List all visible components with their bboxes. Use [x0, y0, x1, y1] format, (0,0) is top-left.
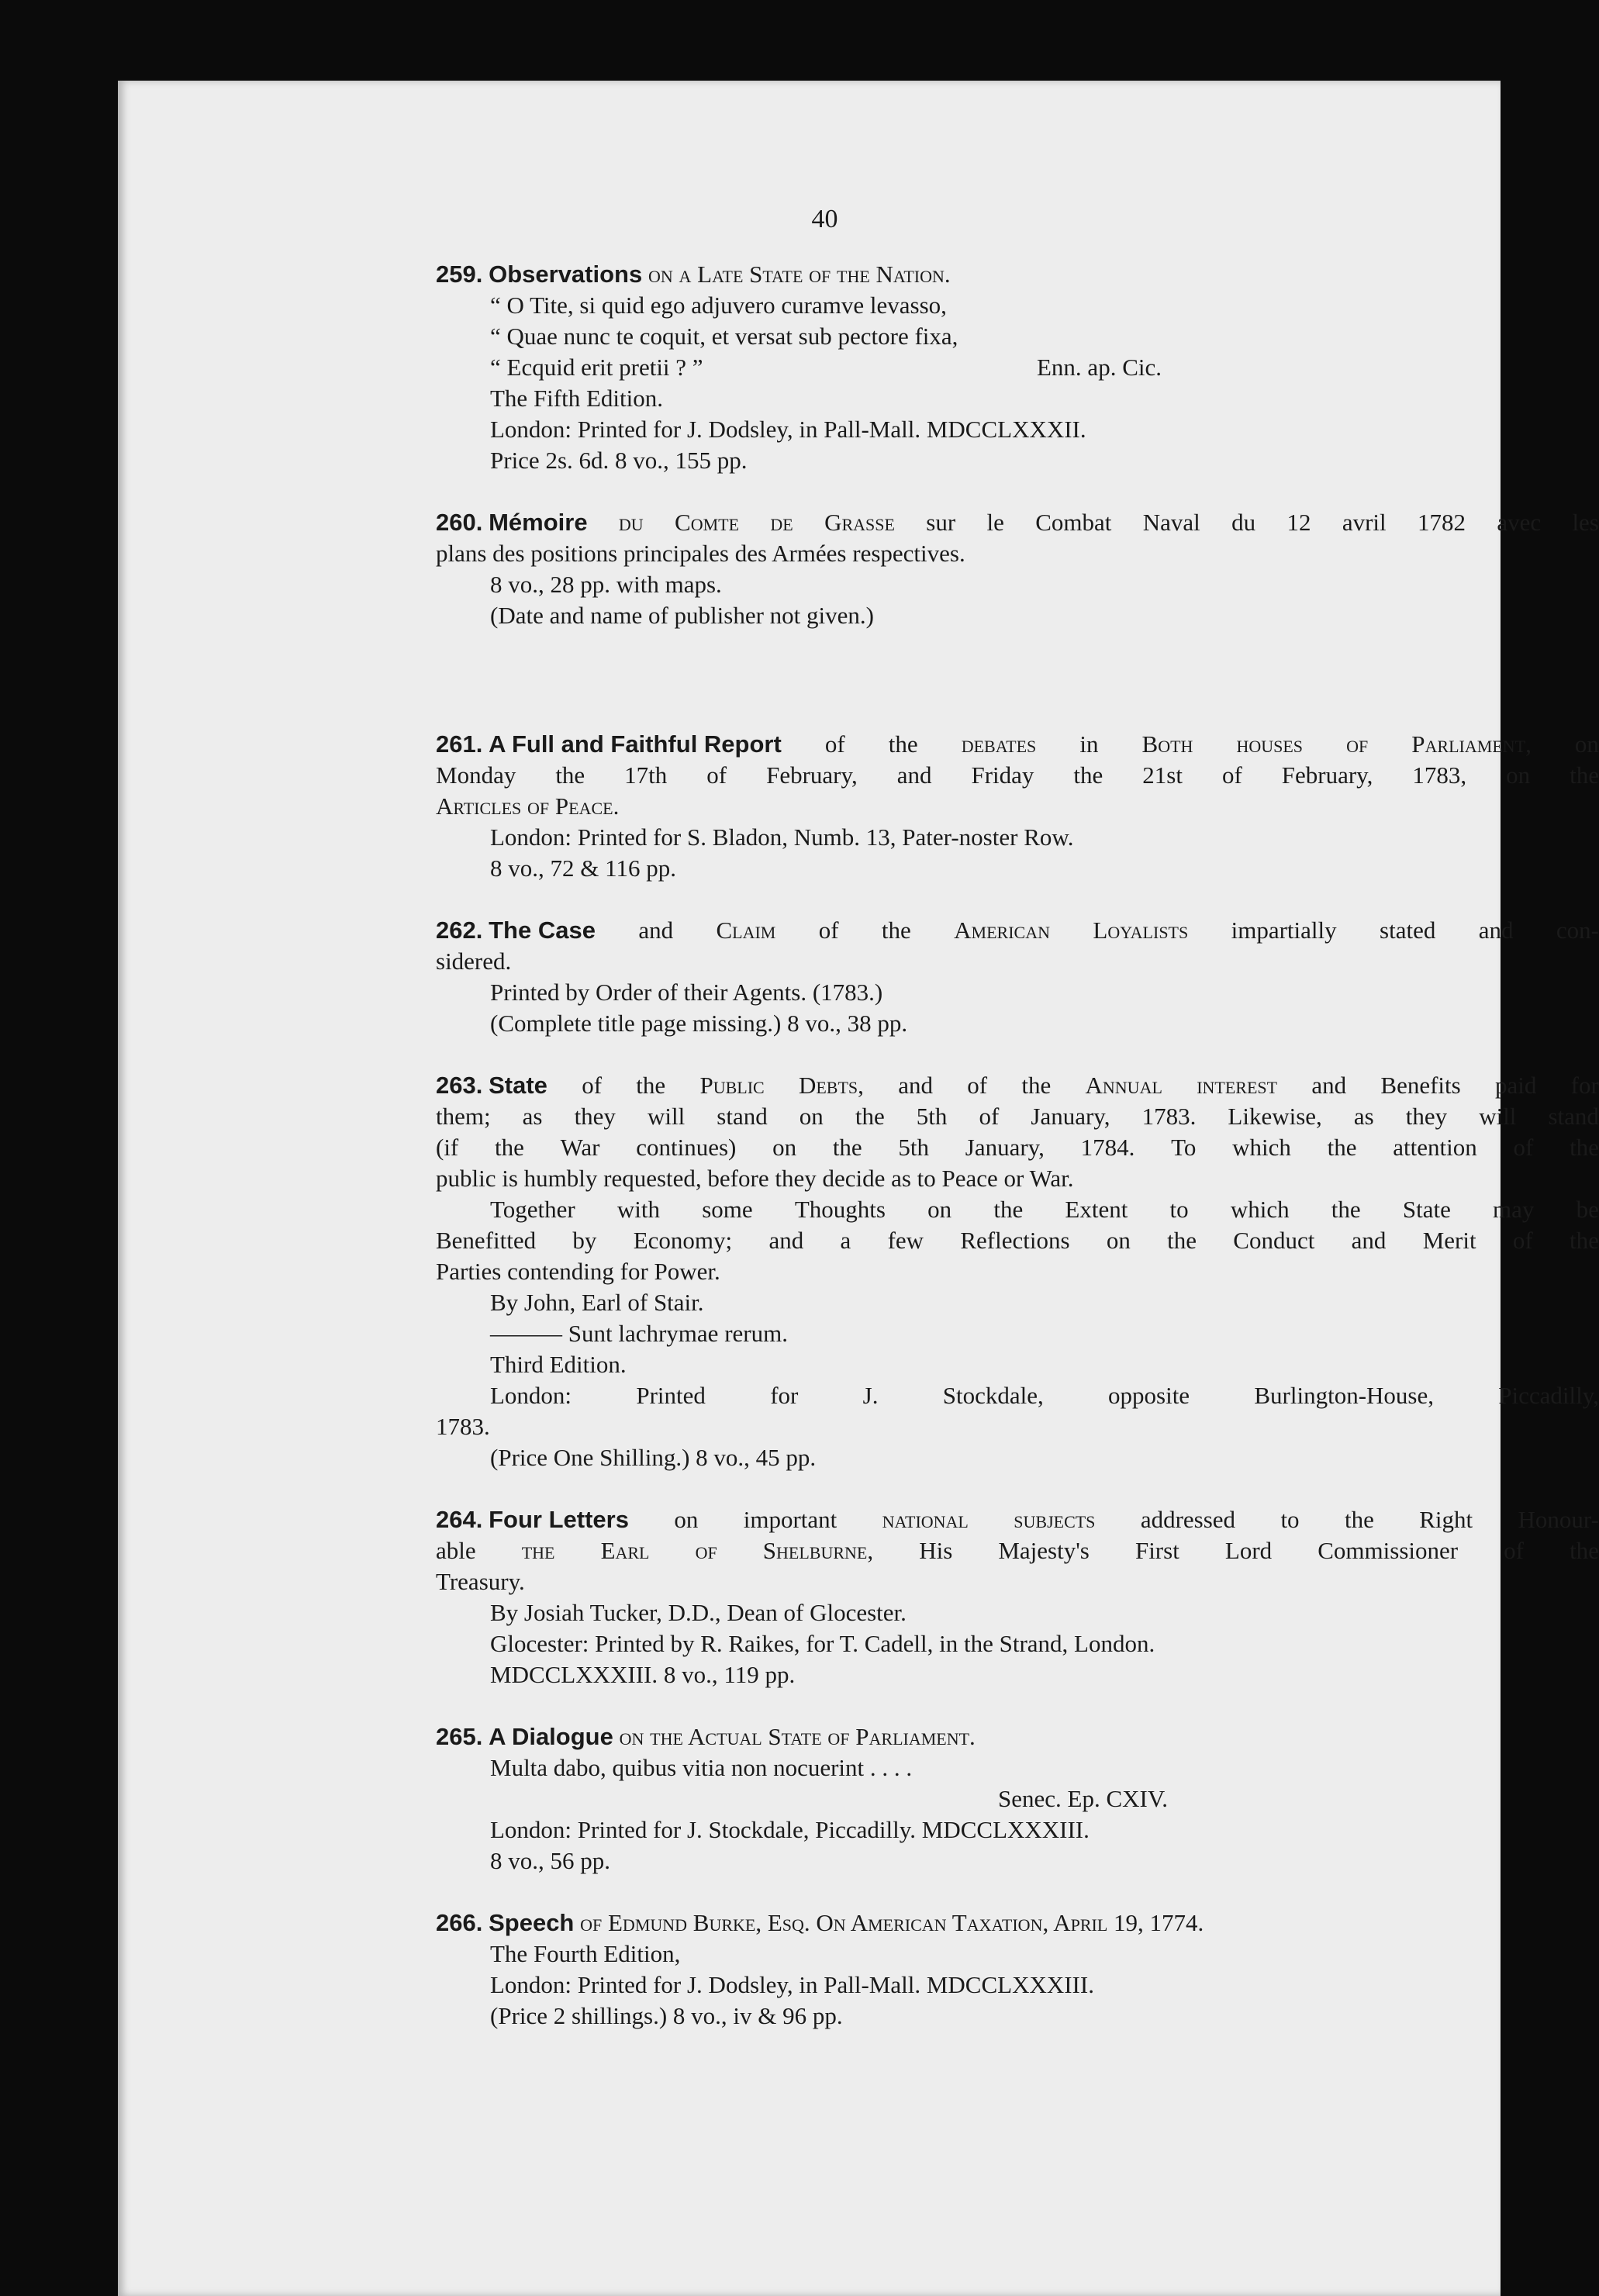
word: Loyalists: [1093, 917, 1189, 944]
word: on: [772, 1134, 797, 1161]
word: stated: [1380, 917, 1436, 944]
word: Stockdale,: [942, 1382, 1044, 1409]
year-heading: [436, 675, 1599, 718]
word: the: [1570, 1537, 1599, 1564]
word: of: [818, 917, 839, 944]
word: Debts,: [798, 1072, 864, 1099]
word: les: [1572, 509, 1599, 536]
word: and: [1478, 917, 1514, 944]
imprint: Printed by Order of their Agents. (1783.): [490, 979, 883, 1006]
edition: The Fourth Edition,: [490, 1940, 681, 1967]
entry-heading: Mémoire: [489, 509, 588, 536]
edition: Third Edition.: [490, 1351, 627, 1378]
word: the: [495, 1134, 524, 1161]
word: as: [522, 1103, 543, 1130]
word: Benefitted: [436, 1227, 537, 1254]
word: of: [1513, 1134, 1534, 1161]
word: the: [881, 917, 911, 944]
word: Monday: [436, 761, 516, 789]
word: Naval: [1142, 509, 1200, 536]
word: the: [1570, 1227, 1599, 1254]
word: will: [1479, 1103, 1517, 1130]
word: le: [986, 509, 1004, 536]
word: 1783,: [1412, 761, 1467, 789]
word: sur: [926, 509, 956, 536]
word: on: [799, 1103, 824, 1130]
word: February,: [766, 761, 858, 789]
entry-text: public is humbly requested, before they decide as to Peace or War.: [436, 1165, 1074, 1192]
word: continues): [636, 1134, 737, 1161]
word: of: [695, 1537, 717, 1564]
verse-line: “ Ecquid erit pretii ? ”: [490, 354, 703, 381]
entry-text: plans des positions principales des Armées respectives.: [436, 540, 965, 567]
entry-262: [436, 915, 1599, 1039]
word: to: [1169, 1196, 1189, 1223]
word: Conduct: [1233, 1227, 1315, 1254]
word: 1782: [1417, 509, 1466, 536]
word: they: [574, 1103, 616, 1130]
word: Comte: [675, 509, 740, 536]
word: national: [882, 1506, 969, 1533]
word: de: [770, 509, 793, 536]
word: for: [770, 1382, 799, 1409]
word: the: [1021, 1072, 1052, 1099]
word: Piccadilly,: [1498, 1382, 1599, 1409]
word: and: [896, 761, 932, 789]
word: opposite: [1108, 1382, 1190, 1409]
word: for: [1570, 1072, 1599, 1099]
word: Merit: [1422, 1227, 1476, 1254]
word: con-: [1556, 917, 1599, 944]
entry-number: 264.: [436, 1506, 483, 1533]
word: stand: [717, 1103, 768, 1130]
word: the: [888, 730, 918, 758]
word: important: [743, 1506, 837, 1533]
entry-heading: A Dialogue: [489, 1723, 613, 1750]
word: Economy;: [633, 1227, 733, 1254]
word: Burlington-House,: [1254, 1382, 1434, 1409]
word: the: [521, 1537, 555, 1564]
word: as: [1353, 1103, 1374, 1130]
collation: 8 vo., 72 & 116 pp.: [490, 855, 676, 882]
entry-265: [436, 1721, 1599, 1877]
word: on: [927, 1196, 952, 1223]
word: 21st: [1142, 761, 1183, 789]
word: Annual: [1085, 1072, 1162, 1099]
word: January,: [1031, 1103, 1110, 1130]
entry-260: [436, 507, 1599, 631]
word: Shelburne,: [762, 1537, 874, 1564]
word: the: [1344, 1506, 1374, 1533]
imprint: London: Printed for J. Stockdale, Piccadilly. MDCCLXXXIII.: [490, 1816, 1090, 1843]
entry-266: [436, 1908, 1599, 2032]
word: by: [572, 1227, 597, 1254]
word: and: [768, 1227, 804, 1254]
entry-number: 265.: [436, 1723, 483, 1750]
entry-text: Articles of Peace.: [436, 792, 620, 820]
word: addressed: [1140, 1506, 1236, 1533]
word: Reflections: [960, 1227, 1070, 1254]
word: Honour-: [1518, 1506, 1599, 1533]
collation: 8 vo., 56 pp.: [490, 1847, 610, 1874]
word: Friday: [971, 761, 1034, 789]
word: Right: [1419, 1506, 1473, 1533]
word: Claim: [716, 917, 776, 944]
word: avril: [1342, 509, 1387, 536]
word: and: [898, 1072, 933, 1099]
word: they: [1405, 1103, 1448, 1130]
verse-attribution: Enn. ap. Cic.: [1037, 354, 1162, 381]
entry-title-rest: on a Late State of the Nation.: [648, 261, 951, 288]
entry-number: 262.: [436, 917, 483, 944]
word: 1784.: [1080, 1134, 1135, 1161]
word: (if: [436, 1134, 459, 1161]
word: War: [560, 1134, 600, 1161]
author: By Josiah Tucker, D.D., Dean of Glocester.: [490, 1599, 907, 1626]
word: His: [919, 1537, 953, 1564]
word: the: [636, 1072, 666, 1099]
word: and: [1311, 1072, 1347, 1099]
word: some: [702, 1196, 753, 1223]
word: State: [1402, 1196, 1451, 1223]
word: To: [1171, 1134, 1197, 1161]
word: of: [1504, 1537, 1524, 1564]
word: be: [1576, 1196, 1599, 1223]
word: Together: [490, 1196, 575, 1223]
word: to: [1280, 1506, 1300, 1533]
word: the: [1327, 1134, 1357, 1161]
collation: 8 vo., 28 pp. with maps.: [490, 571, 722, 598]
word: with: [616, 1196, 661, 1223]
entry-264: [436, 1504, 1599, 1690]
word: on: [674, 1506, 699, 1533]
entry-number: 260.: [436, 509, 483, 536]
word: Benefits: [1380, 1072, 1461, 1099]
collation: MDCCLXXXIII. 8 vo., 119 pp.: [490, 1661, 796, 1688]
word: 5th: [916, 1103, 948, 1130]
entry-heading: Speech: [489, 1909, 575, 1936]
word: interest: [1197, 1072, 1278, 1099]
word: Commissioner: [1318, 1537, 1459, 1564]
word: able: [436, 1537, 476, 1564]
word: London:: [490, 1382, 572, 1409]
edition: The Fifth Edition.: [490, 385, 664, 412]
word: of: [824, 730, 845, 758]
word: the: [832, 1134, 862, 1161]
imprint: Glocester: Printed by R. Raikes, for T. Cadell, in the Strand, London.: [490, 1630, 1155, 1657]
word: the: [1167, 1227, 1197, 1254]
collation: (Price One Shilling.) 8 vo., 45 pp.: [490, 1444, 817, 1471]
word: Both: [1141, 730, 1193, 758]
author: By John, Earl of Stair.: [490, 1289, 704, 1316]
word: du: [618, 509, 644, 536]
verse-line: “ O Tite, si quid ego adjuvero curamve levasso,: [490, 292, 947, 319]
collation: (Price 2 shillings.) 8 vo., iv & 96 pp.: [490, 2002, 843, 2029]
word: 17th: [624, 761, 668, 789]
entry-heading: Observations: [489, 261, 643, 288]
entry-text: Parties contending for Power.: [436, 1258, 720, 1285]
word: Earl: [600, 1537, 650, 1564]
word: of: [582, 1072, 603, 1099]
word: a: [840, 1227, 851, 1254]
word: Grasse: [824, 509, 895, 536]
word: the: [1570, 1134, 1599, 1161]
entry-heading: Four Letters: [489, 1506, 629, 1533]
entry-number: 263.: [436, 1072, 483, 1099]
word: which: [1230, 1196, 1290, 1223]
word: American: [954, 917, 1051, 944]
word: the: [1570, 761, 1599, 789]
word: and: [638, 917, 674, 944]
word: which: [1232, 1134, 1291, 1161]
word: debates: [961, 730, 1037, 758]
word: houses: [1236, 730, 1304, 758]
imprint: London: Printed for S. Bladon, Numb. 13, Pater-noster Row.: [490, 823, 1074, 851]
bibliography-list: [436, 259, 1599, 2032]
entry-number: 261.: [436, 730, 483, 758]
word: Printed: [636, 1382, 706, 1409]
note: (Date and name of publisher not given.): [490, 602, 874, 629]
entry-text: Treasury.: [436, 1568, 525, 1595]
word: avec: [1497, 509, 1542, 536]
entry-text: sidered.: [436, 948, 512, 975]
motto: ——— Sunt lachrymae rerum.: [490, 1320, 788, 1347]
motto: Multa dabo, quibus vitia non nocuerint . . . .: [490, 1754, 913, 1781]
imprint: London: Printed for J. Dodsley, in Pall-Mall. MDCCLXXXIII.: [490, 1971, 1094, 1998]
word: on: [1574, 730, 1599, 758]
verse-line: “ Quae nunc te coquit, et versat sub pectore fixa,: [490, 323, 958, 350]
word: of: [1512, 1227, 1533, 1254]
word: the: [1073, 761, 1103, 789]
word: of: [1346, 730, 1369, 758]
word: in: [1079, 730, 1099, 758]
word: impartially: [1231, 917, 1337, 944]
word: 12: [1286, 509, 1311, 536]
entry-heading: A Full and Faithful Report: [489, 730, 782, 758]
word: J.: [862, 1382, 879, 1409]
word: First: [1134, 1537, 1179, 1564]
entry-number: 259.: [436, 261, 483, 288]
entry-263: [436, 1070, 1599, 1473]
word: stand: [1548, 1103, 1599, 1130]
word: may: [1493, 1196, 1535, 1223]
word: Extent: [1065, 1196, 1128, 1223]
word: on: [1506, 761, 1531, 789]
collation: Price 2s. 6d. 8 vo., 155 pp.: [490, 447, 748, 474]
note: (Complete title page missing.) 8 vo., 38 pp.: [490, 1010, 908, 1037]
word: Likewise,: [1228, 1103, 1322, 1130]
word: on: [1106, 1227, 1131, 1254]
word: Combat: [1035, 509, 1112, 536]
word: Parliament,: [1411, 730, 1532, 758]
word: few: [887, 1227, 924, 1254]
word: Majesty's: [998, 1537, 1090, 1564]
word: the: [555, 761, 585, 789]
entry-261: [436, 729, 1599, 884]
imprint: London: Printed for J. Dodsley, in Pall-Mall. MDCCLXXXII.: [490, 416, 1086, 443]
word: the: [855, 1103, 885, 1130]
word: du: [1231, 509, 1256, 536]
entry-title-rest: of Edmund Burke, Esq. On American Taxation, April 19, 1774.: [580, 1909, 1204, 1936]
word: will: [648, 1103, 686, 1130]
word: and: [1351, 1227, 1387, 1254]
imprint-date: 1783.: [436, 1413, 490, 1440]
entry-number: 266.: [436, 1909, 483, 1936]
entry-title-rest: on the Actual State of Parliament.: [619, 1723, 976, 1750]
entry-259: [436, 259, 1599, 476]
word: attention: [1393, 1134, 1477, 1161]
word: paid: [1495, 1072, 1537, 1099]
word: January,: [965, 1134, 1045, 1161]
book-page: [118, 81, 1599, 2296]
word: of: [967, 1072, 988, 1099]
word: of: [979, 1103, 1000, 1130]
word: Lord: [1224, 1537, 1273, 1564]
word: Public: [699, 1072, 765, 1099]
word: them;: [436, 1103, 491, 1130]
word: of: [706, 761, 727, 789]
word: 1783.: [1141, 1103, 1197, 1130]
word: the: [993, 1196, 1024, 1223]
word: the: [1331, 1196, 1361, 1223]
word: Thoughts: [794, 1196, 886, 1223]
motto-attribution: Senec. Ep. CXIV.: [998, 1785, 1168, 1812]
word: 5th: [898, 1134, 930, 1161]
word: subjects: [1014, 1506, 1096, 1533]
entry-heading: The Case: [489, 917, 596, 944]
entry-heading: State: [489, 1072, 547, 1099]
word: February,: [1281, 761, 1373, 789]
word: of: [1221, 761, 1242, 789]
page-number: 40: [811, 205, 838, 233]
